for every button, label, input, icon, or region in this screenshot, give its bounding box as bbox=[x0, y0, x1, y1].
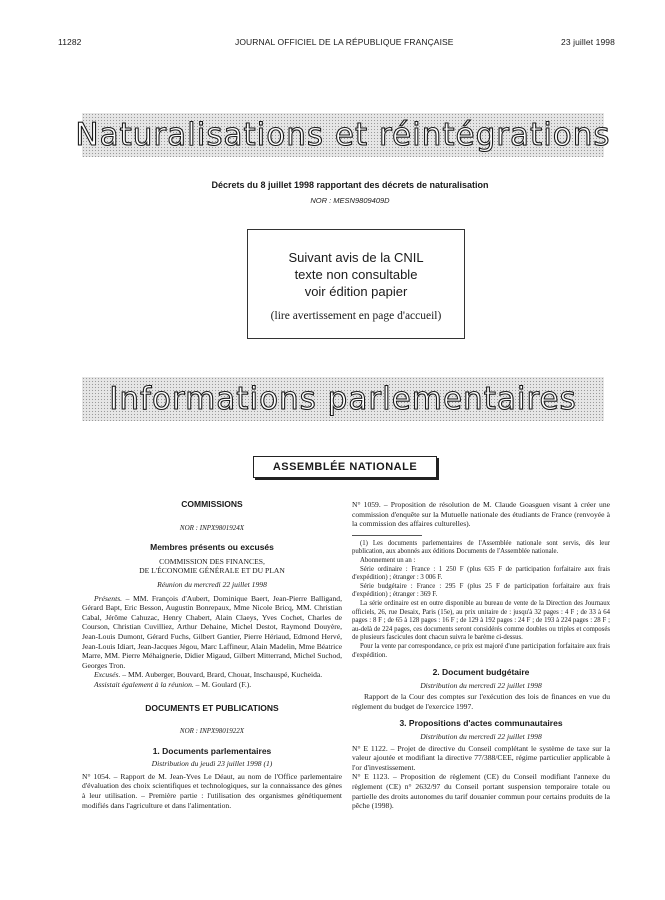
item-1054-text bbox=[82, 772, 342, 810]
excuses-text: – MM. Auberger, Bouvard, Brard, Chouat, Inschauspé, Kucheida. bbox=[120, 670, 323, 680]
members-title: Membres présents ou excusés bbox=[150, 542, 274, 553]
footnote-6: Pour la vente par correspondance, ce prix est majoré d'une participation forfaitaire aux frais d'expédition. bbox=[352, 642, 610, 659]
footnote-3: Série ordinaire : France : 1 250 F (plus 635 F de participation forfaitaire aux frais d'expédition) ; étranger : 3 006 F. bbox=[352, 565, 610, 582]
distribution-2: Distribution du mercredi 22 juillet 1998 bbox=[420, 680, 542, 690]
issue-date: 23 juillet 1998 bbox=[561, 37, 615, 47]
commission-name-2: DE L'ÉCONOMIE GÉNÉRALE ET DU PLAN bbox=[139, 566, 285, 576]
journal-title: JOURNAL OFFICIEL DE LA RÉPUBLIQUE FRANÇAISE bbox=[235, 37, 454, 47]
item-1059-number: N° 1059. bbox=[352, 500, 381, 509]
item-1054 bbox=[82, 772, 342, 810]
right-column bbox=[352, 500, 610, 811]
presents-text: – MM. François d'Aubert, Dominique Baert, Jean-Pierre Balligand, Gérard Bapt, Eric Besson, Augustin Bonrepaux, Mme Nicole Bricq, MM. Christian Cabal, Jérôme Cahuzac, Henry Chabert, Alain Claeys, Yves Cochet, Charles de Courson, Christian Cuvilliez, Arthur Dehaine, Michel Destot, Raymond Douyère, Jean-Louis Dumont, Gérard Fuchs, Gilbert Gantier, Pierre Hériaud, Edmond Hervé, Jean-Louis Idiart, Jean-Jacques Jégou, Marc Laffineur, Alain Madelin, Mme Béatrice Marre, MM. Pierre Méhaignerie, Didier Migaud, Gilbert Mitterrand, Michel Suchod, Georges Tron. bbox=[82, 593, 342, 670]
decree-title: Décrets du 8 juillet 1998 rapportant des décrets de naturalisation bbox=[211, 180, 489, 190]
naturalisations-banner bbox=[75, 113, 611, 157]
cnil-line-3: voir édition papier bbox=[304, 284, 408, 299]
decree-nor: NOR : MESN9809409D bbox=[310, 196, 390, 205]
presents-paragraph bbox=[82, 594, 342, 671]
item-1059-body: – Proposition de résolution de M. Claude Goasguen visant à créer une commission d'enquête sur la Mutuelle nationale des étudiants de France (renvoyée à la commission des affaires culturelles). bbox=[352, 500, 610, 529]
excuses-label: Excusés. bbox=[94, 670, 121, 680]
item-e1123-number: N° E 1123. bbox=[352, 772, 390, 782]
footnote-2: Abonnement un an : bbox=[360, 556, 416, 564]
item-1054-number: N° 1054. bbox=[82, 771, 111, 781]
naturalisations-banner-title: Naturalisations et réintégrations bbox=[75, 117, 611, 153]
page-number: 11282 bbox=[58, 37, 82, 47]
item-1059 bbox=[352, 500, 610, 529]
commissions-nor: NOR : INPX9801924X bbox=[179, 523, 245, 532]
item-e1122-number: N° E 1122. bbox=[352, 743, 388, 753]
cnil-notice-box bbox=[247, 229, 465, 339]
item-e1122 bbox=[352, 744, 610, 773]
documents-title: DOCUMENTS ET PUBLICATIONS bbox=[145, 702, 279, 713]
footnote-4: Série budgétaire : France : 295 F (plus 25 F de participation forfaitaire aux frais d'expédition) ; étranger : 369 F. bbox=[352, 582, 610, 599]
footnote-5: La série ordinaire est en outre disponible au bureau de vente de la Direction des Journaux officiels, 26, rue Desaix, Paris (15e), au prix unitaire de : jusqu'à 32 pages : 4 F ; de 33 à 64 pages : 8 F ; de 65 à 128 pages : 16 F ; de 129 à 192 pages : 24 F ; de 193 à 224 pages : 28 F ; au-delà de 224 pages, ces documents seront considérés comme doubles ou triples et composés de plusieurs fascicules dont chacun suivra le barème ci-dessus. bbox=[352, 599, 610, 642]
assembly-heading: ASSEMBLÉE NATIONALE bbox=[253, 456, 437, 478]
assistait-label: Assistait également à la réunion. bbox=[94, 679, 194, 689]
footnote-block bbox=[352, 540, 610, 660]
documents-nor: NOR : INPX9801922X bbox=[179, 727, 245, 736]
cnil-note: (lire avertissement en page d'accueil) bbox=[270, 310, 442, 322]
item-e1123 bbox=[352, 772, 610, 810]
meeting-date: Réunion du mercredi 22 juillet 1998 bbox=[157, 579, 267, 589]
item-e1123-body: – Proposition de règlement (CE) du Conseil modifiant l'annexe du règlement (CE) n° 2632/97 du Conseil portant suspension temporaire totale ou partielle des droits autonomes du tarif douanier commun pour certains produits de la pêche (1998). bbox=[352, 772, 610, 811]
footnote-divider bbox=[352, 535, 422, 536]
budget-text: Rapport de la Cour des comptes sur l'exécution des lois de finances en vue du règlement du budget de l'exercice 1997. bbox=[352, 692, 610, 711]
budget-title: 2. Document budgétaire bbox=[432, 667, 530, 678]
informations-banner-title: Informations parlementaires bbox=[109, 381, 577, 417]
presents-label: Présents. bbox=[94, 593, 123, 603]
cnil-line-1: Suivant avis de la CNIL bbox=[288, 250, 424, 265]
item-1054-body: – Rapport de M. Jean-Yves Le Déaut, au nom de l'Office parlementaire d'évaluation des choix scientifiques et technologiques, sur la connaissance des gènes à leur utilisation. – Première partie : l'utilisation des organismes génétiquement modifiés dans l'agriculture et dans l'alimentation. bbox=[82, 771, 342, 810]
footnote-1: (1) Les documents parlementaires de l'Assemblée nationale sont servis, dès leur publication, aux abonnés aux éditions Documents de l'Assemblée nationale. bbox=[352, 539, 610, 556]
excuses-paragraph bbox=[82, 670, 342, 680]
informations-banner bbox=[82, 377, 604, 421]
doc-parl-title: 1. Documents parlementaires bbox=[152, 745, 272, 756]
distribution-1: Distribution du jeudi 23 juillet 1998 (1) bbox=[151, 759, 273, 769]
item-e1122-body: – Projet de directive du Conseil complétant le système de taxe sur la valeur ajoutée et modifiant la directive 77/388/CEE, régime particulier applicable à l'or d'investissement. bbox=[352, 743, 611, 772]
left-column bbox=[82, 500, 342, 810]
distribution-3: Distribution du mercredi 22 juillet 1998 bbox=[420, 732, 542, 742]
assistait-paragraph bbox=[82, 680, 342, 690]
commission-name-1: COMMISSION DES FINANCES, bbox=[159, 556, 265, 566]
assistait-text: – M. Goulard (F.). bbox=[193, 679, 252, 689]
communautaires-title: 3. Propositions d'actes communautaires bbox=[399, 718, 563, 729]
cnil-line-2: texte non consultable bbox=[294, 267, 418, 282]
commissions-title: COMMISSIONS bbox=[181, 499, 243, 509]
